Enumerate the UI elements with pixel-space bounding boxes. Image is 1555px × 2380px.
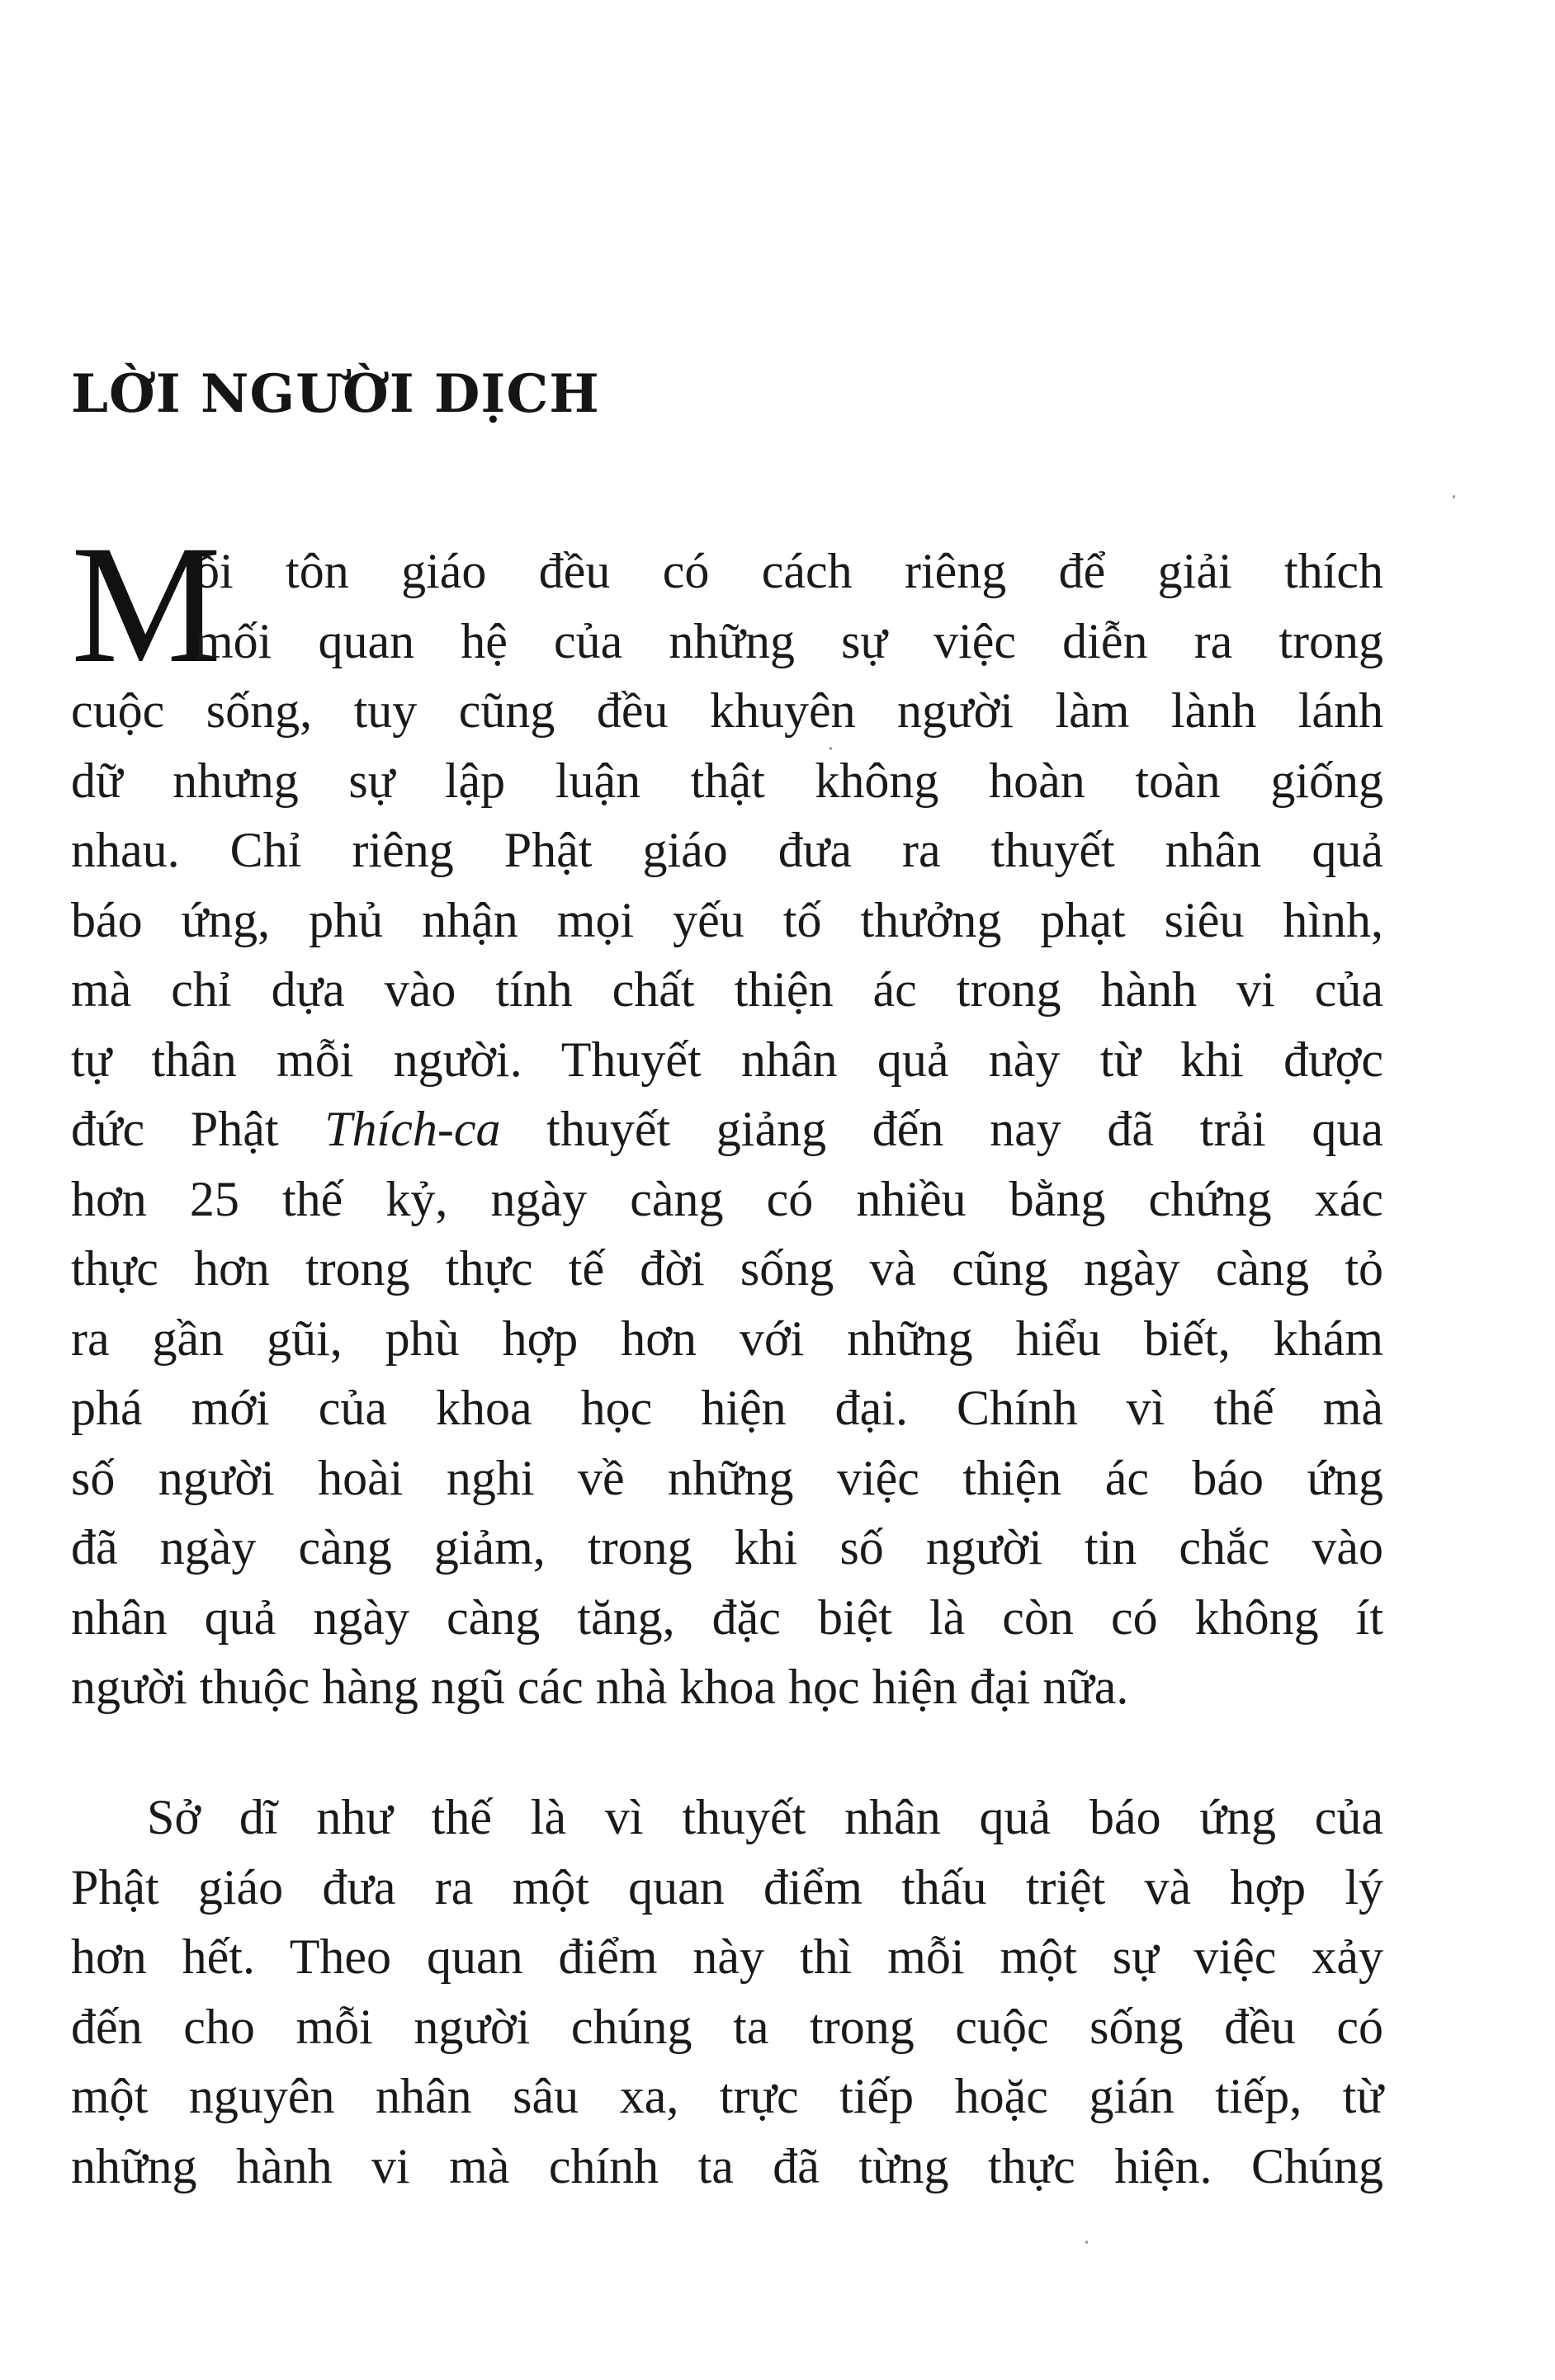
paragraph-line: một nguyên nhân sâu xa, trực tiếp hoặc gián tiếp, từ <box>71 2069 1383 2123</box>
paragraph-line: người thuộc hàng ngũ các nhà khoa học hiện đại nữa. <box>71 1660 1129 1714</box>
paragraph-line: Phật giáo đưa ra một quan điểm thấu triệt và hợp lý <box>71 1859 1383 1915</box>
paragraph-line: mối quan hệ của những sự việc diễn ra trong <box>195 613 1383 668</box>
paragraph-line: phá mới của khoa học hiện đại. Chính vì thế mà <box>71 1381 1383 1435</box>
scan-speck <box>1453 495 1455 498</box>
paragraph-line: nhân quả ngày càng tăng, đặc biệt là còn có không ít <box>71 1589 1383 1645</box>
paragraph-line: những hành vi mà chính ta đã từng thực hiện. Chúng <box>71 2138 1383 2193</box>
scan-speck <box>1085 2241 1088 2244</box>
paragraph-line: đến cho mỗi người chúng ta trong cuộc sống đều có <box>71 1999 1383 2054</box>
paragraph-line: đã ngày càng giảm, trong khi số người tin chắc vào <box>71 1520 1383 1575</box>
paragraph-line: số người hoài nghi về những việc thiện ác báo ứng <box>71 1450 1383 1505</box>
scan-speck <box>829 747 832 750</box>
paragraph-line: cuộc sống, tuy cũng đều khuyên người làm lành lánh <box>71 683 1383 738</box>
paragraph-line: Sở dĩ như thế là vì thuyết nhân quả báo ứng của <box>147 1790 1383 1844</box>
paragraph-line: hơn hết. Theo quan điểm này thì mỗi một sự việc xảy <box>71 1929 1383 1984</box>
paragraph-line: ra gần gũi, phù hợp hơn với những hiểu biết, khám <box>71 1310 1383 1366</box>
paragraph-1 <box>71 511 1383 1722</box>
paragraph-line: tự thân mỗi người. Thuyết nhân quả này từ khi được <box>71 1032 1383 1087</box>
chapter-heading: LỜI NGƯỜI DỊCH <box>71 363 600 425</box>
drop-cap: M <box>71 511 222 698</box>
paragraph-line: nhau. Chỉ riêng Phật giáo đưa ra thuyết nhân quả <box>71 823 1383 877</box>
paragraph-line: hơn 25 thế kỷ, ngày càng có nhiều bằng chứng xác <box>71 1171 1383 1226</box>
paragraph-line: đức Phật Thích-ca thuyết giảng đến nay đã trải qua <box>71 1102 1383 1156</box>
paragraph-line: thực hơn trong thực tế đời sống và cũng ngày càng tỏ <box>71 1241 1383 1296</box>
italic-term: Thích-ca <box>324 1102 501 1156</box>
paragraph-2 <box>71 1783 1383 2201</box>
paragraph-line-text: ỗi tôn giáo đều có cách riêng để giải thích <box>195 544 1383 598</box>
paragraph-line: dữ nhưng sự lập luận thật không hoàn toàn giống <box>71 753 1383 808</box>
paragraph-line: mà chỉ dựa vào tính chất thiện ác trong hành vi của <box>71 962 1383 1017</box>
paragraph-line: báo ứng, phủ nhận mọi yếu tố thưởng phạt siêu hình, <box>71 892 1383 947</box>
